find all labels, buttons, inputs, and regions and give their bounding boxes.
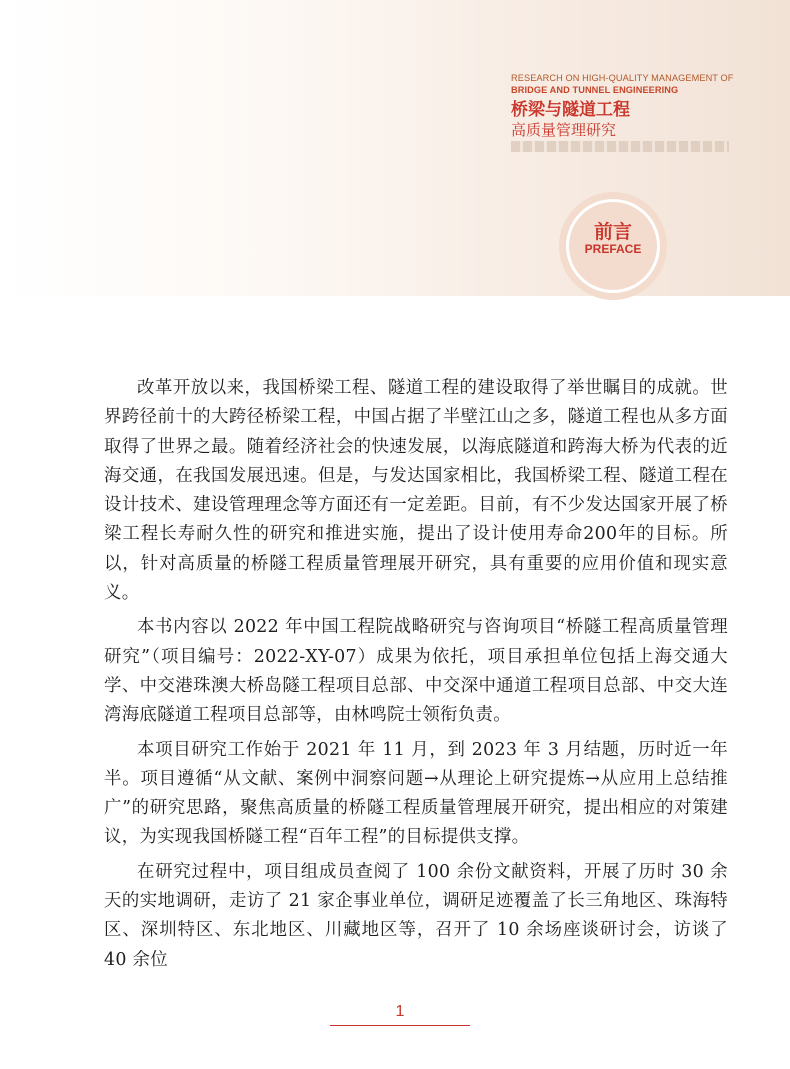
- header-chinese-subtitle: 高质量管理研究: [511, 121, 617, 139]
- preface-badge-english: PREFACE: [584, 242, 642, 256]
- preface-body: [104, 374, 728, 980]
- paragraph-1: 改革开放以来，我国桥梁工程、隧道工程的建设取得了举世瞩目的成就。世界跨径前十的大跨径桥梁工程，中国占据了半壁江山之多，隧道工程也从多方面取得了世界之最。随着经济社会的快速发展，以海底隧道和跨海大桥为代表的近海交通，在我国发展迅速。但是，与发达国家相比，我国桥梁工程、隧道工程在设计技术、建设管理理念等方面还有一定差距。目前，有不少发达国家开展了桥梁工程长寿耐久性的研究和推进实施，提出了设计使用寿命200年的目标。所以，针对高质量的桥隧工程质量管理展开研究，具有重要的应用价值和现实意义。: [104, 378, 728, 604]
- paragraph-4: 在研究过程中，项目组成员查阅了 100 余份文献资料，开展了历时 30 余天的实地调研，走访了 21 家企事业单位，调研足迹覆盖了长三角地区、珠海特区、深圳特区、东北地区、川藏地区等，召开了 10 余场座谈研讨会，访谈了 40 余位: [104, 861, 728, 970]
- paragraph-2: 本书内容以 2022 年中国工程院战略研究与咨询项目“桥隧工程高质量管理研究”（项目编号：2022-XY-07）成果为依托，项目承担单位包括上海交通大学、中交港珠澳大桥岛隧工程项目总部、中交深中通道工程项目总部、中交大连湾海底隧道工程项目总部等，由林鸣院士领衔负责。: [104, 617, 728, 726]
- header-chinese-title: 桥梁与隧道工程: [511, 100, 630, 120]
- running-header: [511, 72, 781, 139]
- header-faded-text-decoration: [511, 141, 729, 152]
- header-english-line-2: BRIDGE AND TUNNEL ENGINEERING: [511, 85, 679, 95]
- paragraph-3: 本项目研究工作始于 2021 年 11 月，到 2023 年 3 月结题，历时近一年半。项目遵循“从文献、案例中洞察问题→从理论上研究提炼→从应用上总结推广”的研究思路，聚焦高质量的桥隧工程质量管理展开研究，提出相应的对策建议，为实现我国桥隧工程“百年工程”的目标提供支撑。: [104, 739, 728, 848]
- header-english-line-1: RESEARCH ON HIGH-QUALITY MANAGEMENT OF: [511, 73, 734, 83]
- page-number: 1: [395, 1003, 405, 1020]
- preface-badge-chinese: 前言: [593, 221, 632, 243]
- page-number-rule: [330, 1025, 470, 1026]
